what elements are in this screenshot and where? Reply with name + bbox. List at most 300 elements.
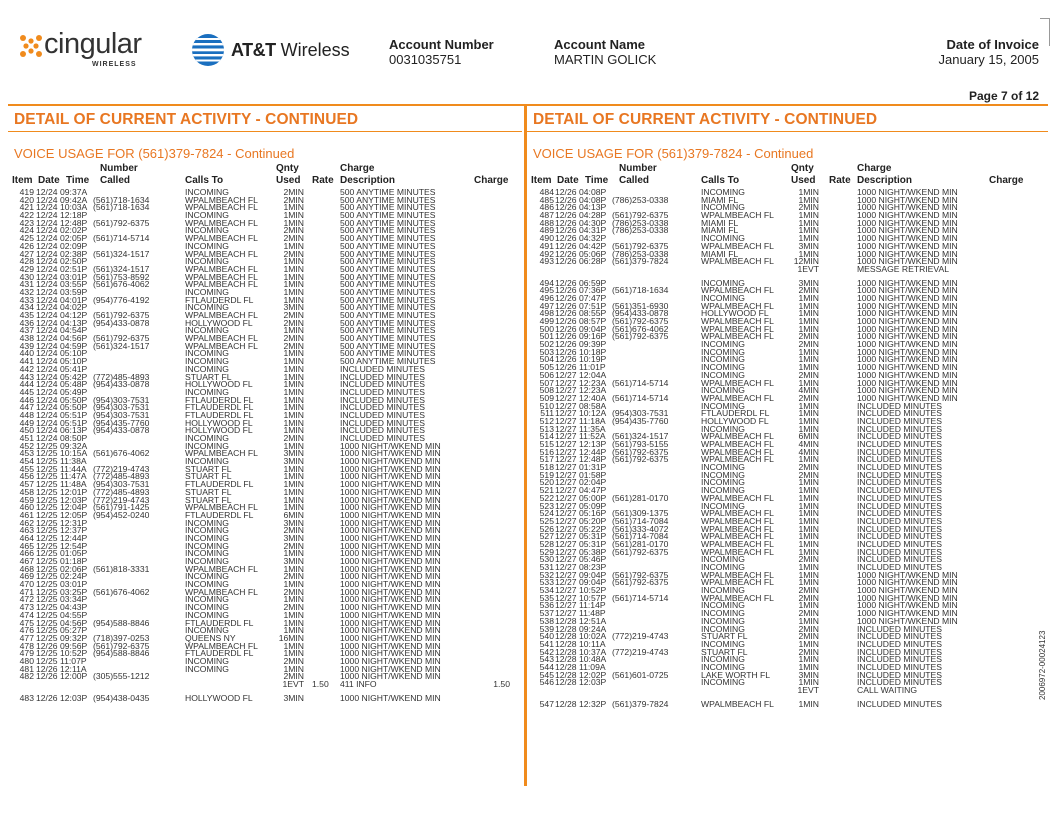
table-row [14,265,514,273]
cell-calls-to: INCOMING [701,500,745,511]
cell-used: 1MIN [283,417,304,428]
table-row [533,594,1038,602]
cell-called: (954)433-0878 [93,379,150,390]
cell-called: (561)718-1634 [612,285,669,296]
cell-date: 12/26 [36,640,58,651]
cell-used: 1MIN [798,210,819,221]
table-row [14,280,514,288]
cell-description: INCLUDED MINUTES [857,446,942,457]
cell-called: (561)818-3331 [93,563,150,574]
cell-calls-to: INCOMING [185,655,229,666]
cell-used: 1MIN [283,486,304,497]
cell-item: 446 [19,394,34,405]
sub-title-right: VOICE USAGE FOR (561)379-7824 - Continued [533,146,814,161]
cell-description: INCLUDED MINUTES [857,469,942,480]
cell-called: (561)714-5714 [93,233,150,244]
cell-description: INCLUDED MINUTES [857,546,942,557]
cell-time: 04:43P [60,602,88,613]
cell-calls-to: INCOMING [701,400,745,411]
cell-item: 501 [539,331,554,342]
cell-used: 1MIN [283,640,304,651]
cell-item: 452 [19,440,34,451]
cell-date: 12/26 [555,277,577,288]
invoice-date-label: Date of Invoice [946,37,1039,52]
cell-calls-to: INCOMING [185,286,229,297]
table-row [14,226,514,234]
cell-date: 12/26 [36,692,58,703]
cell-item: 514 [539,431,554,442]
cell-calls-to: INCOMING [701,292,745,303]
usage-table-right [533,188,1038,707]
cell-used: 1MIN [283,325,304,336]
cell-used: 6MIN [283,509,304,520]
table-row [14,188,514,196]
cell-date: 12/24 [36,294,58,305]
cell-used: 1MIN [283,548,304,559]
cell-calls-to: INCOMING [701,385,745,396]
cell-description: INCLUDED MINUTES [857,661,942,672]
cell-item: 533 [539,577,554,588]
cell-description: INCLUDED MINUTES [857,423,942,434]
cell-date: 12/26 [36,671,58,682]
cell-called: (561)792-6375 [612,210,669,221]
cell-item: 473 [19,602,34,613]
cell-called: (954)303-7531 [93,402,150,413]
cell-item: 427 [19,248,34,259]
cell-used: 1MIN [283,256,304,267]
cell-item: 505 [539,362,554,373]
cell-description: INCLUDED MINUTES [340,425,425,436]
table-row [533,609,1038,617]
cell-used: 1MIN [798,354,819,365]
cell-item: 448 [19,409,34,420]
cell-item: 521 [539,485,554,496]
table-row [533,294,1038,302]
cell-time: 10:15A [60,448,88,459]
cell-used: 1MIN [283,579,304,590]
cell-date: 12/27 [555,385,577,396]
cell-calls-to: WPALMBEACH FL [701,515,774,526]
cell-item: 431 [19,279,34,290]
cell-item: 531 [539,562,554,572]
cell-calls-to: HOLLYWOOD FL [185,417,253,428]
cell-description: 500 ANYTIME MINUTES [340,217,436,228]
cell-used: 1MIN [798,654,819,665]
cell-description: 1000 NIGHT/WKEND MIN [857,323,958,334]
cell-used: 1MIN [283,202,304,213]
cell-description: 1000 NIGHT/WKEND MIN [857,377,958,388]
cell-date: 12/26 [555,256,577,267]
cell-date: 12/24 [36,187,58,197]
table-row [533,548,1038,556]
cell-used: 1MIN [798,661,819,672]
cell-calls-to: HOLLYWOOD FL [701,308,769,319]
table-row [533,655,1038,663]
cell-item: 459 [19,494,34,505]
cell-description: INCLUDED MINUTES [340,409,425,420]
cell-time: 08:57P [579,316,607,326]
cell-date: 12/24 [36,363,58,374]
table-row [14,334,514,342]
cell-item: 486 [539,202,554,213]
cell-description: 1000 NIGHT/WKEND MIN [857,308,958,319]
cell-calls-to: INCOMING [701,585,745,596]
cell-date: 12/24 [36,386,58,397]
cell-called: (561)792-6375 [612,577,669,588]
cell-called: (561)792-6375 [612,454,669,465]
table-row [533,325,1038,333]
cell-date: 12/28 [555,677,577,688]
cell-time: 12:32P [579,698,607,709]
cell-time: 11:47A [60,471,87,482]
cell-used: 2MIN [798,623,819,634]
cell-time: 02:05P [60,233,88,244]
cell-used: 1MIN [798,316,819,326]
cell-date: 12/25 [36,648,58,659]
account-name-value: MARTIN GOLICK [554,52,657,67]
cell-date: 12/26 [555,331,577,342]
cell-date: 12/24 [36,279,58,290]
cell-calls-to: WPALMBEACH FL [185,279,258,290]
cell-used: 1MIN [798,615,819,626]
cell-date: 12/24 [36,340,58,351]
cell-used: 2MIN [798,331,819,342]
cell-used: 2MIN [283,310,304,320]
cell-calls-to: HOLLYWOOD FL [185,379,253,390]
cell-time: 11:18A [579,415,606,426]
cell-time: 04:56P [60,617,88,628]
cell-used: 1MIN [283,463,304,474]
cell-time: 09:42A [60,194,88,205]
cell-date: 12/28 [555,646,577,657]
cell-description: INCLUDED MINUTES [857,562,942,572]
table-row [533,578,1038,586]
cell-date: 12/24 [36,433,58,443]
cell-calls-to: INCOMING [185,602,229,613]
cell-date: 12/26 [555,240,577,251]
cell-time: 03:25P [60,586,88,597]
cell-description: 500 ANYTIME MINUTES [340,286,436,297]
cell-description: 1000 NIGHT/WKEND MIN [857,210,958,221]
cell-date: 12/26 [555,308,577,319]
cell-date: 12/27 [555,392,577,403]
cell-date: 12/25 [36,556,58,566]
cell-date: 12/25 [36,471,58,482]
cell-date: 12/26 [555,346,577,357]
cell-time: 10:12A [579,408,607,419]
cell-date: 12/25 [36,540,58,551]
cell-description: INCLUDED MINUTES [857,623,942,634]
cell-time: 11:07P [60,655,87,666]
cell-item: 490 [539,233,554,244]
cell-item: 502 [539,339,554,350]
cell-item: 489 [539,225,554,236]
table-row [14,203,514,211]
cell-time: 07:51P [579,300,607,311]
cell-description: INCLUDED MINUTES [340,402,425,413]
table-row [14,219,514,227]
cell-used: 1MIN [798,300,819,311]
table-row [14,373,514,381]
cell-description: 1000 NIGHT/WKEND MIN [857,385,958,396]
cell-time: 12:03P [60,692,88,703]
cell-description: 1000 NIGHT/WKEND MIN [340,602,441,613]
cell-called: (772)219-4743 [93,494,150,505]
cell-time: 11:44A [60,463,87,474]
cell-date: 12/28 [555,669,577,680]
table-row [533,188,1038,196]
cell-used: 2MIN [283,317,304,328]
table-row [533,309,1038,317]
cell-time: 05:41P [60,363,88,374]
col-date: Date [38,175,60,186]
table-row [533,257,1038,265]
cell-calls-to: WPALMBEACH FL [185,310,258,320]
cell-called: (772)485-4893 [93,486,150,497]
cell-description: INCLUDED MINUTES [857,554,942,565]
section-rule-right [527,131,1048,132]
cell-used: 1MIN [283,625,304,636]
cell-description: INCLUDED MINUTES [857,538,942,549]
cell-description: INCLUDED MINUTES [857,439,942,449]
table-row [533,448,1038,456]
cell-date: 12/24 [36,394,58,405]
cell-called: (954)435-7760 [93,417,150,428]
cell-calls-to: WPALMBEACH FL [701,377,774,388]
cell-calls-to: WPALMBEACH FL [701,323,774,334]
cell-time: 03:34P [60,594,88,605]
cell-called: (954)433-0878 [93,425,150,436]
cell-date: 12/24 [36,233,58,244]
cell-description: 500 ANYTIME MINUTES [340,333,436,344]
cell-description: 1000 NIGHT/WKEND MIN [857,202,958,213]
cell-date: 12/24 [36,348,58,359]
cell-date: 12/27 [555,577,577,588]
cell-item: 435 [19,310,34,320]
cell-item: 449 [19,417,34,428]
cell-used: 1MIN [798,233,819,244]
cell-time: 07:47P [579,292,607,303]
cell-time: 10:19P [579,354,607,365]
cell-calls-to: INCOMING [185,225,229,236]
cell-item: 466 [19,548,34,559]
cell-used: 1MIN [283,263,304,274]
section-rule-left [8,131,522,132]
cell-description: 500 ANYTIME MINUTES [340,194,436,205]
cell-used: 2MIN [798,462,819,473]
cell-called: (561)792-6375 [612,569,669,580]
cell-item: 525 [539,515,554,526]
cell-called: (561)792-6375 [612,446,669,457]
table-row [533,586,1038,594]
col-called: Called [100,175,131,186]
cell-description: 1000 NIGHT/WKEND MIN [340,586,441,597]
cell-description: 1000 NIGHT/WKEND MIN [340,609,441,620]
cell-date: 12/27 [555,600,577,611]
cell-calls-to: INCOMING [185,532,229,543]
cell-item: 530 [539,554,554,565]
cell-used: 1MIN [283,386,304,397]
cell-called: (561)324-1517 [93,340,150,351]
cell-used: 1MIN [798,577,819,588]
cell-time: 11:38A [60,456,87,467]
cell-called: (561)379-7824 [612,698,669,709]
cell-description: 1000 NIGHT/WKEND MIN [340,440,441,451]
cell-item: 476 [19,625,34,636]
table-row [533,363,1038,371]
cell-item: 518 [539,462,554,473]
cell-item: 471 [19,586,34,597]
cell-time: 12:05P [60,509,88,520]
cingular-subtitle: WIRELESS [92,61,137,68]
table-row [14,357,514,365]
cell-description: 500 ANYTIME MINUTES [340,356,436,367]
cell-calls-to: STUART FL [701,631,748,642]
cell-time: 04:47P [579,485,607,496]
cell-used: 1MIN [798,362,819,373]
account-name-block [554,37,656,67]
cell-date: 12/26 [555,225,577,236]
cell-called: (561)792-6375 [612,546,669,557]
cell-item: 481 [19,663,34,674]
table-row [533,417,1038,425]
cell-calls-to: WPALMBEACH FL [185,586,258,597]
cell-used: 3MIN [283,517,304,528]
cell-calls-to: WPALMBEACH FL [185,217,258,228]
table-row [533,219,1038,227]
corner-mark-h [1040,18,1050,19]
cell-time: 04:59P [60,340,88,351]
cell-time: 12:37P [60,525,88,536]
cell-item: 494 [539,277,554,288]
cell-date: 12/26 [555,362,577,373]
cell-description: 1000 NIGHT/WKEND MIN [340,625,441,636]
cell-calls-to: INCOMING [701,233,745,244]
table-row [14,419,514,427]
cell-date: 12/24 [36,240,58,251]
cell-date: 12/25 [36,609,58,620]
cell-description: 500 ANYTIME MINUTES [340,325,436,336]
table-row [533,463,1038,471]
cell-calls-to: INCOMING [185,386,229,397]
cell-calls-to: MIAMI FL [701,217,739,228]
cell-item: 421 [19,202,34,213]
cell-description: MESSAGE RETRIEVAL [857,263,950,274]
cell-called: (561)281-0170 [612,538,669,549]
cell-used: 2MIN [283,586,304,597]
cell-description: 1000 NIGHT/WKEND MIN [340,632,441,643]
cell-item: 543 [539,654,554,665]
table-row [14,403,514,411]
cell-calls-to: WPALMBEACH FL [185,271,258,282]
table-row [533,555,1038,563]
cell-calls-to: INCOMING [185,240,229,251]
cell-called: (561)676-4062 [612,323,669,334]
cell-item: 457 [19,479,34,490]
cell-description: 1000 NIGHT/WKEND MIN [340,502,441,513]
cell-called: (561)753-8592 [93,271,150,282]
cell-time: 06:59P [579,277,607,288]
cell-calls-to: WPALMBEACH FL [185,202,258,213]
cell-time: 04:32P [579,233,607,244]
cell-calls-to: QUEENS NY [185,632,236,643]
cell-used: 2MIN [798,392,819,403]
cell-date: 12/28 [555,654,577,665]
cell-calls-to: WPALMBEACH FL [701,256,774,267]
cell-description: 1000 NIGHT/WKEND MIN [340,617,441,628]
cell-called: (954)303-7531 [93,409,150,420]
cell-used: 1MIN [283,379,304,390]
cell-date: 12/25 [36,571,58,582]
cell-called: (561)676-4062 [93,448,150,459]
cell-date: 12/27 [555,485,577,496]
cell-calls-to: WPALMBEACH FL [701,431,774,442]
table-row [14,672,514,680]
cell-date: 12/24 [36,371,58,382]
sub-title-left: VOICE USAGE FOR (561)379-7824 - Continued [14,146,295,161]
cell-time: 05:31P [579,538,607,549]
cell-description: 1000 NIGHT/WKEND MIN [340,463,441,474]
cell-time: 09:16P [579,331,607,342]
cell-description: INCLUDED MINUTES [857,477,942,488]
cell-description: 1000 NIGHT/WKEND MIN [340,563,441,574]
table-row [533,279,1038,287]
cell-used: 2MIN [798,469,819,480]
cell-time: 10:18P [579,346,607,357]
cell-time: 08:50P [60,433,88,443]
cell-calls-to: WPALMBEACH FL [701,240,774,251]
table-row [533,486,1038,494]
table-row [14,326,514,334]
cell-used: 1MIN [283,663,304,674]
cell-called: (561)714-5714 [612,392,669,403]
col-number-top: Number [100,163,138,174]
cell-date: 12/25 [36,494,58,505]
cell-used: 1MIN [283,348,304,359]
cell-time: 10:52P [579,585,607,596]
cell-calls-to: INCOMING [701,485,745,496]
cell-time: 03:01P [60,271,88,282]
cell-item: 517 [539,454,554,465]
cell-called: (954)776-4192 [93,294,150,305]
col-item: Item [12,175,33,186]
cell-date: 12/25 [36,448,58,459]
col-qnty-top: Qnty [276,163,299,174]
cell-calls-to: WPALMBEACH FL [701,392,774,403]
account-number-value: 0031035751 [389,52,462,67]
cell-item: 503 [539,346,554,357]
cell-called: (561)714-5714 [612,592,669,603]
cell-date: 12/28 [555,638,577,649]
cell-description: 1000 NIGHT/WKEND MIN [857,225,958,236]
cell-time: 04:31P [579,225,607,236]
cell-description: 1000 NIGHT/WKEND MIN [340,532,441,543]
cell-description: 1000 NIGHT/WKEND MIN [340,517,441,528]
cell-time: 04:02P [60,302,88,313]
cell-used: 1MIN [283,440,304,451]
cell-used: 1MIN [283,494,304,505]
cell-date: 12/24 [36,409,58,420]
cell-description: 500 ANYTIME MINUTES [340,279,436,290]
cell-item: 509 [539,392,554,403]
cell-item: 424 [19,225,34,236]
cell-used: 1MIN [798,500,819,511]
cell-calls-to: STUART FL [185,371,232,382]
cell-date: 12/27 [555,538,577,549]
cell-time: 03:55P [60,279,88,290]
cell-description: 1000 NIGHT/WKEND MIN [340,594,441,605]
cell-used: 1MIN [798,323,819,334]
